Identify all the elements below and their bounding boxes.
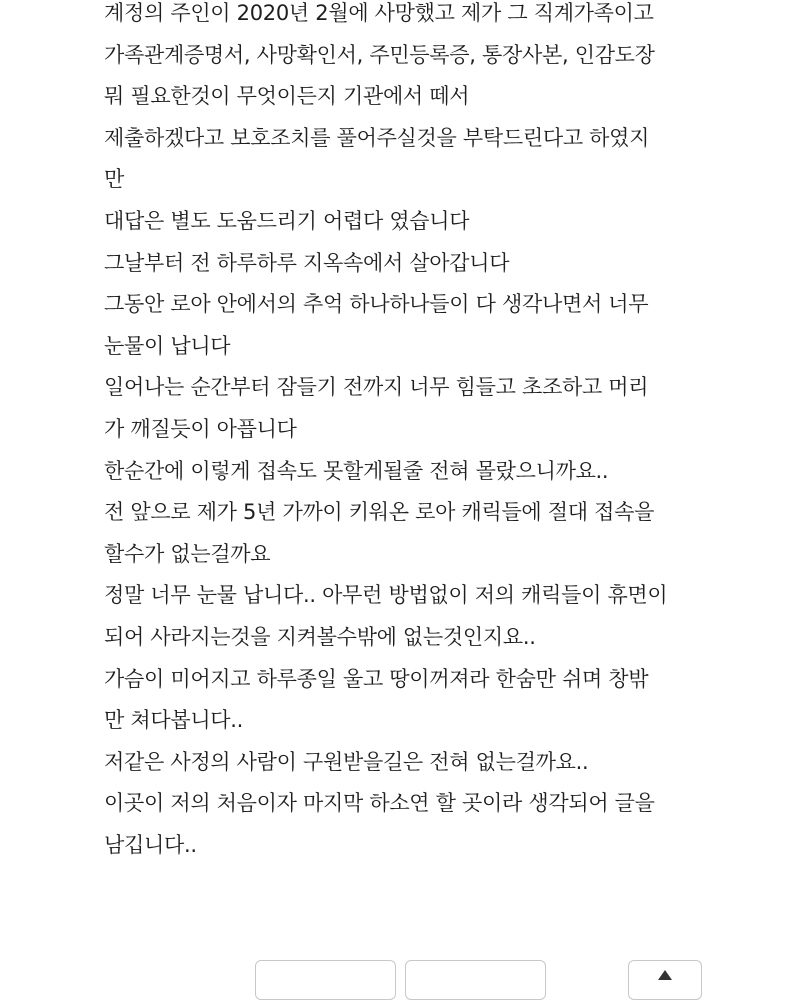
post-line: 그날부터 전 하루하루 지옥속에서 살아갑니다 [104, 250, 510, 275]
post-line: 할수가 없는걸까요 [104, 541, 271, 566]
post-line: 만 쳐다봅니다.. [104, 708, 244, 733]
post-line: 전 앞으로 제가 5년 가까이 키워온 로아 캐릭들에 절대 접속을 [104, 500, 655, 525]
bottom-right-button[interactable] [405, 960, 546, 1000]
post-body [104, 0, 744, 866]
post-line: 정말 너무 눈물 납니다.. 아무런 방법없이 저의 캐릭들이 휴면이 [104, 583, 668, 608]
post-line: 가족관계증명서, 사망확인서, 주민등록증, 통장사본, 인감도장 [104, 42, 655, 67]
scroll-top-button[interactable] [628, 960, 702, 1000]
post-line: 가슴이 미어지고 하루종일 울고 땅이꺼져라 한숨만 쉬며 창밖 [104, 666, 649, 691]
post-line: 그동안 로아 안에서의 추억 하나하나들이 다 생각나면서 너무 [104, 292, 649, 317]
post-line: 이곳이 저의 처음이자 마지막 하소연 할 곳이라 생각되어 글을 [104, 791, 655, 816]
post-line: 눈물이 납니다 [104, 333, 231, 358]
post-line: 제출하겠다고 보호조치를 풀어주실것을 부탁드린다고 하였지 [104, 125, 650, 150]
post-line: 만 [104, 167, 124, 192]
post-line: 남깁니다.. [104, 832, 197, 857]
post-line: 뭐 필요한것이 무엇이든지 기관에서 떼서 [104, 84, 470, 109]
post-line: 계정의 주인이 2020년 2월에 사망했고 제가 그 직계가족이고 [104, 1, 654, 25]
bottom-action-bar [0, 950, 800, 979]
post-line: 일어나는 순간부터 잠들기 전까지 너무 힘들고 초조하고 머리 [104, 375, 649, 400]
post-line: 가 깨질듯이 아픕니다 [104, 416, 297, 441]
bottom-left-button[interactable] [255, 960, 396, 1000]
post-line: 한순간에 이렇게 접속도 못할게될줄 전혀 몰랐으니까요.. [104, 458, 609, 483]
post-line: 저같은 사정의 사람이 구원받을길은 전혀 없는걸까요.. [104, 749, 589, 774]
post-line: 되어 사라지는것을 지켜볼수밖에 없는것인지요.. [104, 624, 536, 649]
post-line: 대답은 별도 도움드리기 어렵다 였습니다 [104, 208, 470, 233]
